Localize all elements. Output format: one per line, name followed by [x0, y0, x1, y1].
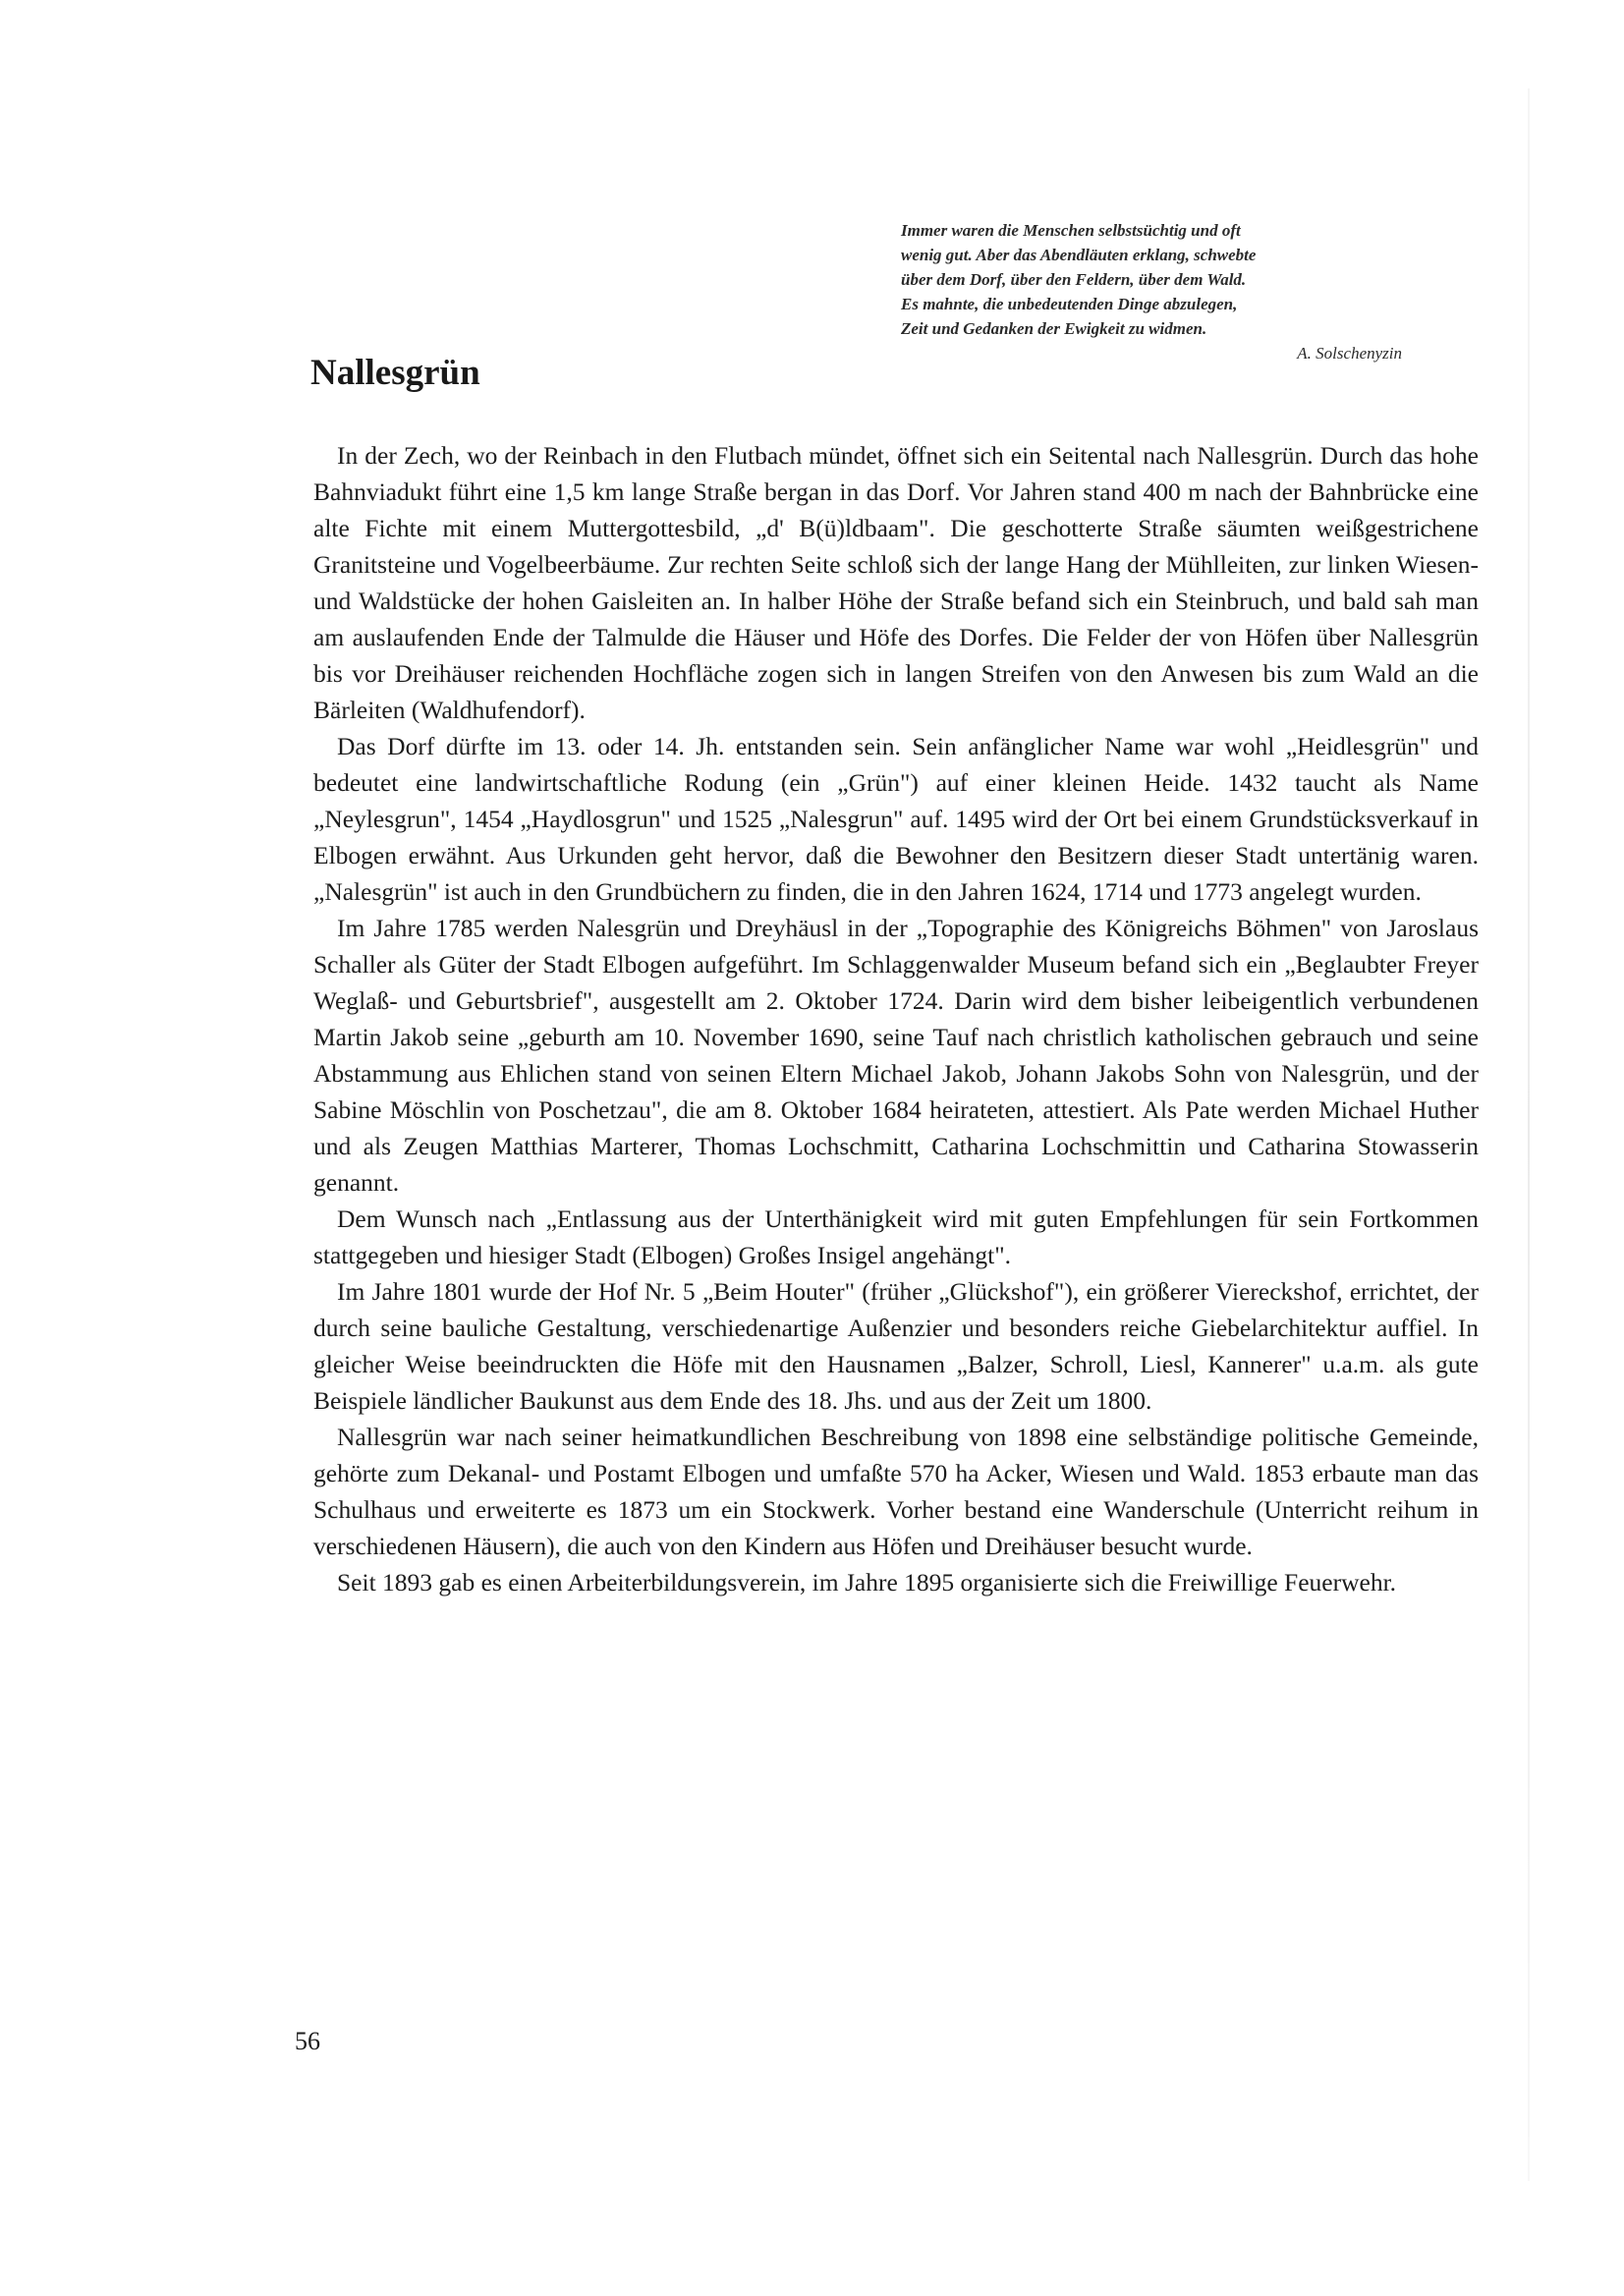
epigraph-line: Zeit und Gedanken der Ewigkeit zu widmen.	[901, 319, 1207, 338]
epigraph-line: Es mahnte, die unbedeutenden Dinge abzulegen,	[901, 295, 1238, 313]
paragraph: Das Dorf dürfte im 13. oder 14. Jh. entstanden sein. Sein anfänglicher Name war wohl „Heidlesgrün" und bedeutet eine landwirtschaftliche Rodung (ein „Grün") auf einer kleinen Heide. 1432 taucht als Name „Neylesgrun", 1454 „Haydlosgrun" und 1525 „Nalesgrun" auf. 1495 wird der Ort bei einem Grundstücksverkauf in Elbogen erwähnt. Aus Urkunden geht hervor, daß die Bewohner den Besitzern dieser Stadt untertänig waren. „Nalesgrün" ist auch in den Grundbüchern zu finden, die in den Jahren 1624, 1714 und 1773 angelegt wurden.	[313, 732, 1479, 906]
epigraph-line: wenig gut. Aber das Abendläuten erklang, schwebte	[901, 246, 1257, 264]
epigraph-author: A. Solschenyzin	[1297, 344, 1402, 363]
paragraph: Im Jahre 1785 werden Nalesgrün und Dreyhäusl in der „Topographie des Königreichs Böhmen" von Jaroslaus Schaller als Güter der Stadt Elbogen aufgeführt. Im Schlaggenwalder Museum befand sich ein „Beglaubter Freyer Weglaß- und Geburtsbrief", ausgestellt am 2. Oktober 1724. Darin wird dem bisher leibeigentlich verbundenen Martin Jakob seine „geburth am 10. November 1690, seine Tauf nach christlich katholischen gebrauch und seine Abstammung aus Ehlichen stand von seinen Eltern Michael Jakob, Johann Jakobs Sohn von Nalesgrün, und der Sabine Möschlin von Poschetzau", die am 8. Oktober 1684 heirateten, attestiert. Als Pate werden Michael Huther und als Zeugen Matthias Marterer, Thomas Lochschmitt, Catharina Lochschmittin und Catharina Stowasserin genannt.	[313, 914, 1479, 1197]
scan-edge-shadow	[1528, 88, 1530, 2181]
chapter-heading: Nallesgrün	[310, 353, 480, 393]
page-number: 56	[295, 2027, 320, 2055]
epigraph-line: Immer waren die Menschen selbstsüchtig und oft	[901, 221, 1241, 240]
epigraph-line: über dem Dorf, über den Feldern, über dem Wald.	[901, 270, 1247, 289]
paragraph: In der Zech, wo der Reinbach in den Flutbach mündet, öffnet sich ein Seitental nach Nallesgrün. Durch das hohe Bahnviadukt führt eine 1,5 km lange Straße bergan in das Dorf. Vor Jahren stand 400 m nach der Bahnbrücke eine alte Fichte mit einem Muttergottesbild, „d' B(ü)ldbaam". Die geschotterte Straße säumten weißgestrichene Granitsteine und Vogelbeerbäume. Zur rechten Seite schloß sich der lange Hang der Mühlleiten, zur linken Wiesen- und Waldstücke der hohen Gaisleiten an. In halber Höhe der Straße befand sich ein Steinbruch, und bald sah man am auslaufenden Ende der Talmulde die Häuser und Höfe des Dorfes. Die Felder der von Höfen über Nallesgrün bis vor Dreihäuser reichenden Hochfläche zogen sich in langen Streifen von den Anwesen bis zum Wald an die Bärleiten (Waldhufendorf).	[313, 441, 1479, 724]
paragraph: Dem Wunsch nach „Entlassung aus der Unterthänigkeit wird mit guten Empfehlungen für sein Fortkommen stattgegeben und hiesiger Stadt (Elbogen) Großes Insigel angehängt".	[313, 1204, 1479, 1269]
body-text	[313, 437, 1479, 1600]
paragraph: Nallesgrün war nach seiner heimatkundlichen Beschreibung von 1898 eine selbständige politische Gemeinde, gehörte zum Dekanal- und Postamt Elbogen und umfaßte 570 ha Acker, Wiesen und Wald. 1853 erbaute man das Schulhaus und erweiterte es 1873 um ein Stockwerk. Vorher bestand eine Wanderschule (Unterricht reihum in verschiedenen Häusern), die auch von den Kindern aus Höfen und Dreihäuser besucht wurde.	[313, 1423, 1479, 1560]
epigraph	[901, 218, 1422, 365]
paragraph: Im Jahre 1801 wurde der Hof Nr. 5 „Beim Houter" (früher „Glückshof"), ein größerer Viereckshof, errichtet, der durch seine bauliche Gestaltung, verschiedenartige Außenzier und besonders reiche Giebelarchitektur auffiel. In gleicher Weise beeindruckten die Höfe mit den Hausnamen „Balzer, Schroll, Liesl, Kannerer" u.a.m. als gute Beispiele ländlicher Baukunst aus dem Ende des 18. Jhs. und aus der Zeit um 1800.	[313, 1277, 1479, 1415]
paragraph: Seit 1893 gab es einen Arbeiterbildungsverein, im Jahre 1895 organisierte sich die Freiwillige Feuerwehr.	[337, 1568, 1397, 1596]
